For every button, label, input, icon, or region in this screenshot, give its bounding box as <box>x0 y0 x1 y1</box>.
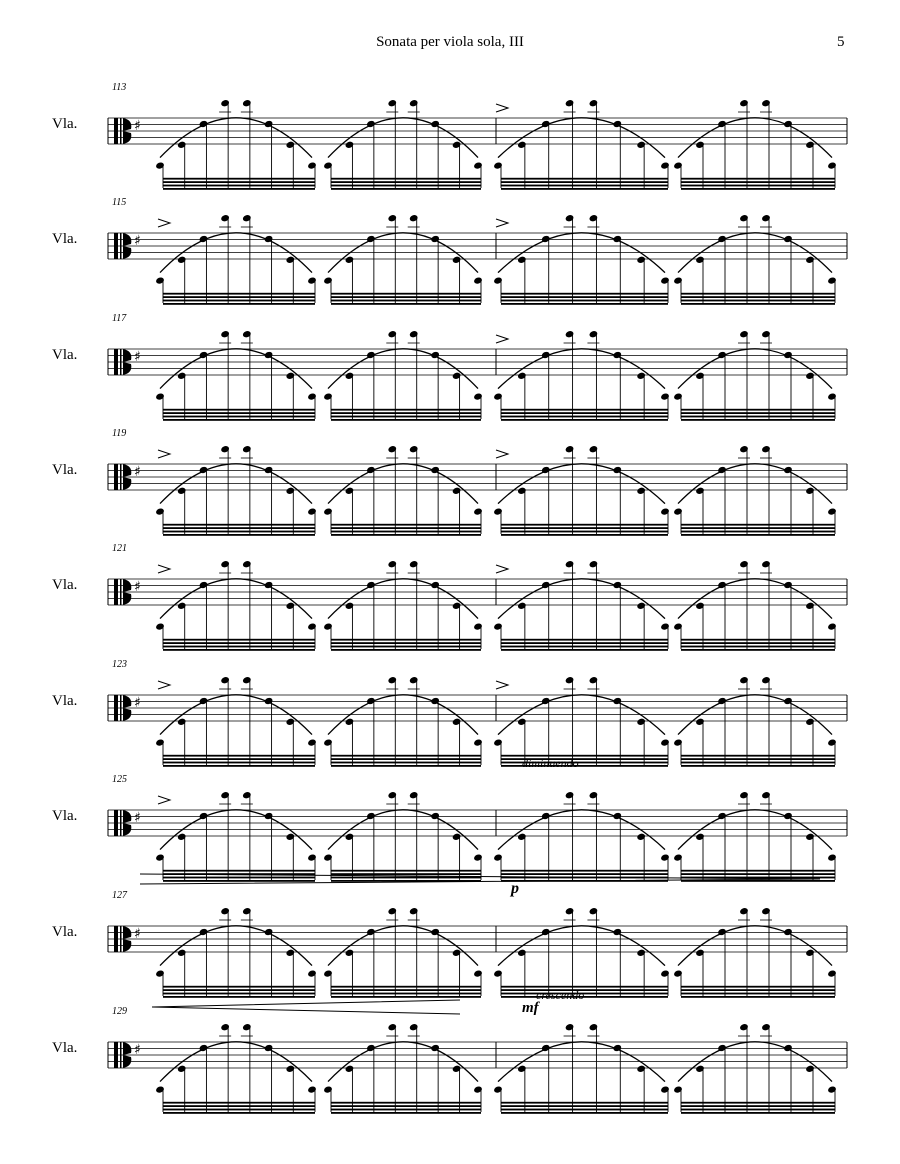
page-number: 5 <box>837 34 845 50</box>
instrument-label: Vla. <box>52 231 78 247</box>
instrument-label: Vla. <box>52 1040 78 1056</box>
instrument-label: Vla. <box>52 924 78 940</box>
key-signature-sharp: ♯ <box>134 118 141 134</box>
instrument-label: Vla. <box>52 116 78 132</box>
key-signature-sharp: ♯ <box>134 810 141 826</box>
measure-number: 113 <box>112 82 127 93</box>
page-title: Sonata per viola sola, III <box>376 34 524 50</box>
measure-number: 123 <box>112 659 127 670</box>
key-signature-sharp: ♯ <box>134 926 141 942</box>
measure-number: 127 <box>112 890 127 901</box>
measure-number: 119 <box>112 428 127 439</box>
instrument-label: Vla. <box>52 693 78 709</box>
piano-dynamic: p <box>511 880 519 897</box>
mezzo-forte-dynamic: mf <box>522 1000 539 1016</box>
crescendo-hairpin <box>152 1000 460 1014</box>
instrument-label: Vla. <box>52 577 78 593</box>
diminuendo-marking: diminuendo <box>522 756 579 770</box>
instrument-label: Vla. <box>52 808 78 824</box>
instrument-label: Vla. <box>52 462 78 478</box>
key-signature-sharp: ♯ <box>134 233 141 249</box>
key-signature-sharp: ♯ <box>134 349 141 365</box>
measure-number: 121 <box>112 543 127 554</box>
diminuendo-hairpin <box>140 874 820 884</box>
key-signature-sharp: ♯ <box>134 464 141 480</box>
crescendo-marking: crescendo <box>536 988 585 1002</box>
measure-number: 125 <box>112 774 127 785</box>
key-signature-sharp: ♯ <box>134 695 141 711</box>
key-signature-sharp: ♯ <box>134 1042 141 1058</box>
measure-number: 115 <box>112 197 127 208</box>
measure-number: 129 <box>112 1006 127 1017</box>
key-signature-sharp: ♯ <box>134 579 141 595</box>
measure-number: 117 <box>112 313 127 324</box>
instrument-label: Vla. <box>52 347 78 363</box>
